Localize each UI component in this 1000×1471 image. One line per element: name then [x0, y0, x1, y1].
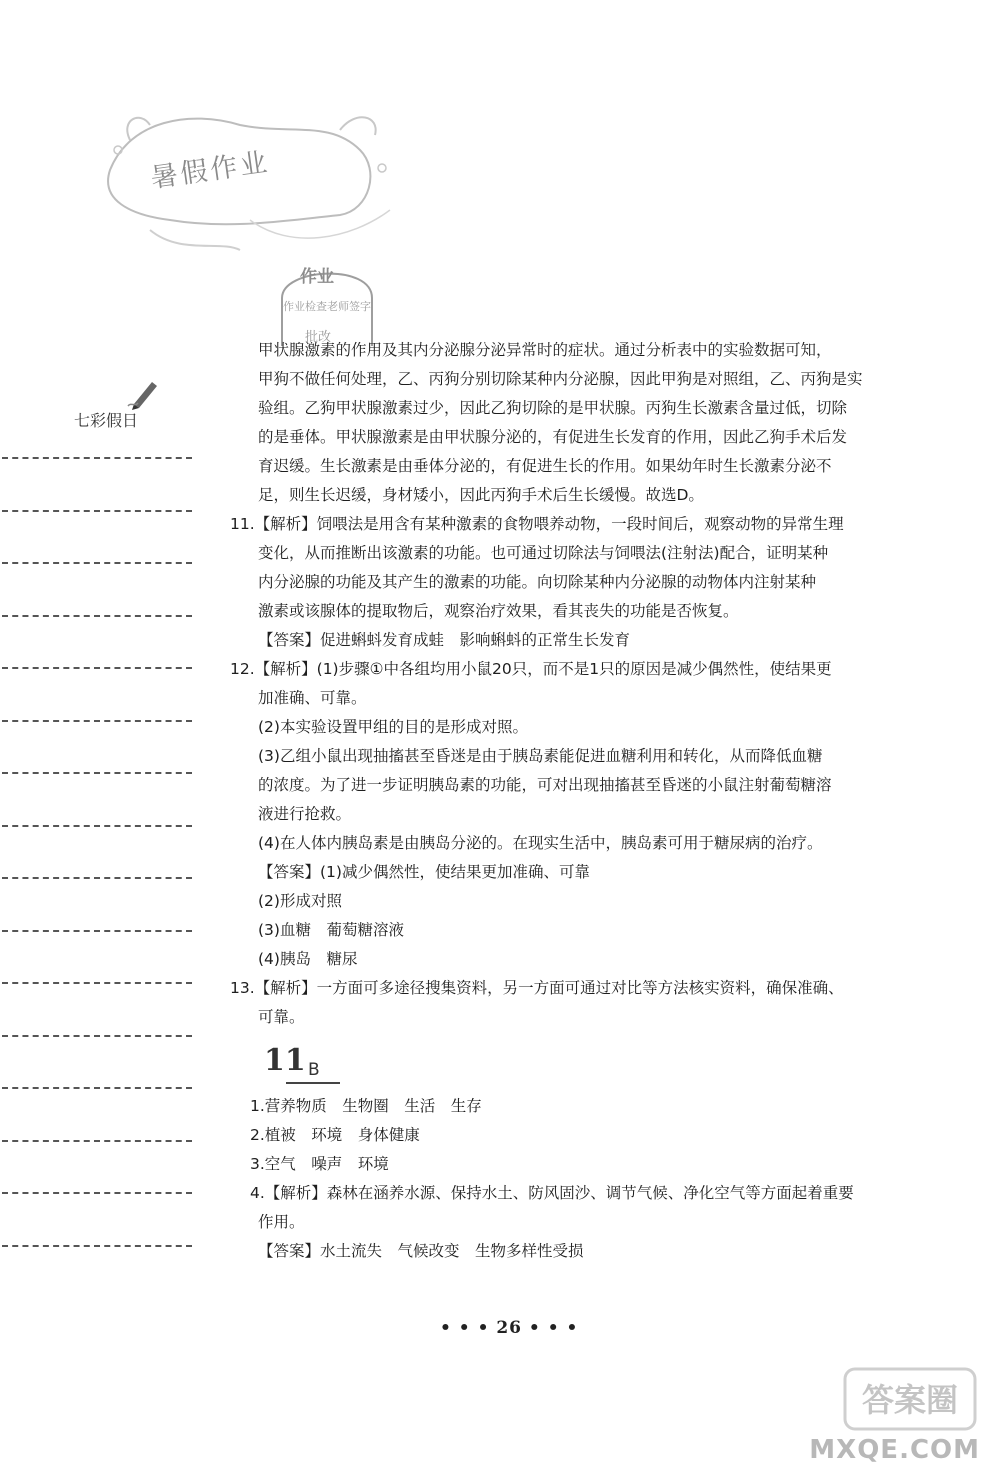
stamp-title: 作业 [300, 267, 334, 287]
page-number: • • • 26 • • • [440, 1318, 579, 1338]
notes-line [2, 930, 192, 932]
text-line: 验组。乙狗甲状腺激素过少，因此乙狗切除的是甲状腺。丙狗生长激素含量过低，切除 [258, 399, 848, 417]
text-line: 的是垂体。甲状腺激素是由甲状腺分泌的，有促进生长发育的作用，因此乙狗手术后发 [258, 428, 848, 446]
text-line: 激素或该腺体的提取物后，观察治疗效果，看其丧失的功能是否恢复。 [258, 602, 739, 620]
notes-line [2, 877, 192, 879]
section-number: 11 [264, 1043, 306, 1078]
text-line: (2)形成对照 [258, 892, 342, 910]
notes-line [2, 1087, 192, 1089]
text-line: 足，则生长迟缓，身材矮小，因此丙狗手术后生长缓慢。故选D。 [258, 486, 704, 504]
notes-line [2, 457, 192, 459]
question-12-analysis: 12.【解析】(1)步骤①中各组均用小鼠20只，而不是1只的原因是减少偶然性，使结果更 [230, 660, 832, 678]
text-line: 甲狗不做任何处理，乙、丙狗分别切除某种内分泌腺，因此甲狗是对照组，乙、丙狗是实 [258, 370, 863, 388]
answer-content [230, 336, 908, 1266]
text-line: 4.【解析】森林在涵养水源、保持水土、防风固沙、调节气候、净化空气等方面起着重要 [250, 1184, 854, 1202]
pen-icon [126, 376, 162, 410]
question-11-answer: 【答案】促进蝌蚪发育成蛙 影响蝌蚪的正常生长发育 [258, 631, 631, 649]
text-line: 可靠。 [258, 1008, 305, 1026]
section-letter: B [308, 1060, 320, 1080]
text-line: 育迟缓。生长激素是由垂体分泌的，有促进生长的作用。如果幼年时生长激素分泌不 [258, 457, 832, 475]
text-line: 1.营养物质 生物圈 生活 生存 [250, 1097, 482, 1115]
notes-line [2, 667, 192, 669]
watermark-text: 答案圈 [861, 1381, 959, 1419]
text-line: (3)血糖 葡萄糖溶液 [258, 921, 404, 939]
text-line: 3.空气 噪声 环境 [250, 1155, 389, 1173]
text-line: (3)乙组小鼠出现抽搐甚至昏迷是由于胰岛素能促进血糖利用和转化，从而降低血糖 [258, 747, 823, 765]
text-line: 2.植被 环境 身体健康 [250, 1126, 420, 1144]
text-line: 【答案】水土流失 气候改变 生物多样性受损 [258, 1242, 584, 1260]
notes-line [2, 562, 192, 564]
notes-line [2, 1035, 192, 1037]
text-line: 内分泌腺的功能及其产生的激素的功能。向切除某种内分泌腺的动物体内注射某种 [258, 573, 817, 591]
text-line: 变化，从而推断出该激素的功能。也可通过切除法与饲喂法(注射法)配合，证明某种 [258, 544, 829, 562]
text-line: 作用。 [258, 1213, 305, 1231]
notes-line [2, 982, 192, 984]
notes-line [2, 825, 192, 827]
stamp-record: 批改 [305, 330, 332, 345]
notes-line [2, 615, 192, 617]
text-line: 加准确、可靠。 [258, 689, 367, 707]
notes-line [2, 510, 192, 512]
notes-line [2, 1140, 192, 1142]
question-11-analysis: 11.【解析】饲喂法是用含有某种激素的食物喂养动物，一段时间后，观察动物的异常生理 [230, 515, 844, 533]
notes-line [2, 1245, 192, 1247]
sidebar-title: 七彩假日 [74, 411, 139, 430]
text-line: 甲状腺激素的作用及其内分泌腺分泌异常时的症状。通过分析表中的实验数据可知， [258, 341, 832, 359]
notes-line [2, 1192, 192, 1194]
text-line: (4)在人体内胰岛素是由胰岛分泌的。在现实生活中，胰岛素可用于糖尿病的治疗。 [258, 834, 823, 852]
question-13-analysis: 13.【解析】一方面可多途径搜集资料，另一方面可通过对比等方法核实资料，确保准确、 [230, 979, 844, 997]
watermark-url: MXQE.COM [809, 1435, 980, 1465]
stamp-caption: 作业检查老师签字 [283, 300, 371, 313]
text-line: 的浓度。为了进一步证明胰岛素的功能，可对出现抽搐甚至昏迷的小鼠注射葡萄糖溶 [258, 776, 832, 794]
text-line: (4)胰岛 糖尿 [258, 950, 358, 968]
notes-line [2, 772, 192, 774]
homework-title: 暑假作业 [148, 146, 272, 195]
text-line: (2)本实验设置甲组的目的是形成对照。 [258, 718, 528, 736]
watermark-logo [840, 1349, 980, 1449]
section-badge [258, 1038, 908, 1092]
section-underline [286, 1082, 340, 1084]
question-12-answer: 【答案】(1)减少偶然性，使结果更加准确、可靠 [258, 863, 590, 881]
text-line: 液进行抢救。 [258, 805, 352, 823]
notes-line [2, 720, 192, 722]
